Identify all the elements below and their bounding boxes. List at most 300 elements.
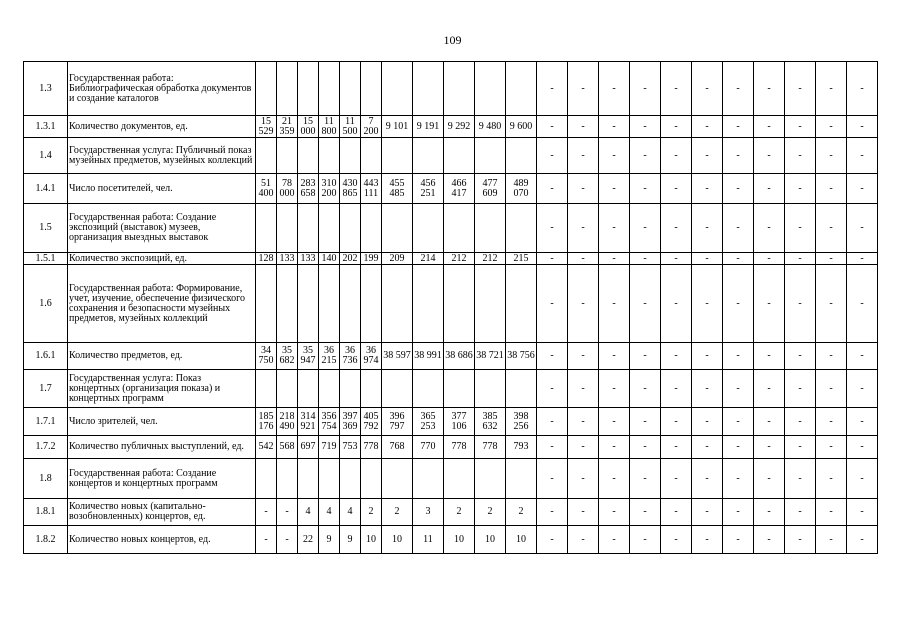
value-cell: [413, 138, 444, 174]
row-name: Государственная услуга: Показ концертных (организация показа) и концертных программ: [68, 370, 256, 408]
dash-cell: -: [630, 343, 661, 370]
value-cell: [277, 138, 298, 174]
dash-cell: -: [630, 253, 661, 265]
dash-cell: -: [661, 408, 692, 436]
value-cell: [413, 459, 444, 499]
value-cell: 396 797: [382, 408, 413, 436]
dash-cell: -: [537, 436, 568, 459]
dash-cell: -: [537, 459, 568, 499]
table-row: [24, 138, 878, 174]
dash-cell: -: [630, 499, 661, 526]
value-cell: [319, 459, 340, 499]
table-row: [24, 174, 878, 204]
dash-cell: -: [785, 116, 816, 138]
value-cell: 21 359: [277, 116, 298, 138]
dash-cell: -: [568, 174, 599, 204]
value-cell: [361, 138, 382, 174]
value-cell: 11 500: [340, 116, 361, 138]
value-cell: 365 253: [413, 408, 444, 436]
dash-cell: -: [816, 499, 847, 526]
value-cell: [444, 459, 475, 499]
dash-cell: -: [754, 343, 785, 370]
row-name: Количество предметов, ед.: [68, 343, 256, 370]
value-cell: 697: [298, 436, 319, 459]
dash-cell: -: [599, 174, 630, 204]
table-row: [24, 436, 878, 459]
value-cell: [382, 459, 413, 499]
value-cell: 9 292: [444, 116, 475, 138]
value-cell: 477 609: [475, 174, 506, 204]
value-cell: [413, 204, 444, 253]
dash-cell: -: [661, 265, 692, 343]
row-code: 1.3.1: [24, 116, 68, 138]
dash-cell: -: [661, 499, 692, 526]
dash-cell: -: [754, 526, 785, 554]
value-cell: 214: [413, 253, 444, 265]
dash-cell: -: [816, 116, 847, 138]
dash-cell: -: [537, 408, 568, 436]
dash-cell: -: [723, 370, 754, 408]
value-cell: [298, 459, 319, 499]
row-name: Государственная работа: Формирование, учет, изучение, обеспечение физического сохранения и безопасности музейных предметов, музейных коллекций: [68, 265, 256, 343]
table-row: [24, 499, 878, 526]
dash-cell: -: [568, 62, 599, 116]
value-cell: 38 721: [475, 343, 506, 370]
dash-cell: -: [599, 138, 630, 174]
dash-cell: -: [568, 138, 599, 174]
value-cell: [256, 459, 277, 499]
value-cell: 793: [506, 436, 537, 459]
value-cell: [319, 265, 340, 343]
value-cell: 385 632: [475, 408, 506, 436]
dash-cell: -: [785, 343, 816, 370]
value-cell: 9 101: [382, 116, 413, 138]
row-name: Количество новых концертов, ед.: [68, 526, 256, 554]
dash-cell: -: [723, 343, 754, 370]
row-code: 1.7.2: [24, 436, 68, 459]
value-cell: [413, 370, 444, 408]
value-cell: 398 256: [506, 408, 537, 436]
value-cell: [361, 265, 382, 343]
value-cell: 10: [382, 526, 413, 554]
page-number: 109: [443, 33, 462, 47]
dash-cell: -: [568, 526, 599, 554]
dash-cell: -: [754, 499, 785, 526]
value-cell: [444, 138, 475, 174]
value-cell: 212: [475, 253, 506, 265]
value-cell: 455 485: [382, 174, 413, 204]
dash-cell: -: [630, 459, 661, 499]
value-cell: 356 754: [319, 408, 340, 436]
dash-cell: -: [723, 253, 754, 265]
value-cell: [506, 265, 537, 343]
table-row: [24, 526, 878, 554]
row-code: 1.8.1: [24, 499, 68, 526]
value-cell: [256, 265, 277, 343]
dash-cell: -: [754, 370, 785, 408]
row-code: 1.4: [24, 138, 68, 174]
value-cell: [340, 62, 361, 116]
dash-cell: -: [692, 526, 723, 554]
dash-cell: -: [630, 265, 661, 343]
value-cell: 218 490: [277, 408, 298, 436]
dash-cell: -: [537, 370, 568, 408]
dash-cell: -: [599, 499, 630, 526]
dash-cell: -: [847, 499, 878, 526]
dash-cell: -: [847, 436, 878, 459]
dash-cell: -: [816, 174, 847, 204]
value-cell: 212: [444, 253, 475, 265]
dash-cell: -: [661, 116, 692, 138]
dash-cell: -: [599, 253, 630, 265]
dash-cell: -: [661, 343, 692, 370]
dash-cell: -: [692, 138, 723, 174]
dash-cell: -: [785, 62, 816, 116]
value-cell: [340, 204, 361, 253]
value-cell: 9 480: [475, 116, 506, 138]
table-row: [24, 204, 878, 253]
table-row: [24, 265, 878, 343]
value-cell: [277, 62, 298, 116]
dash-cell: -: [599, 265, 630, 343]
dash-cell: -: [599, 62, 630, 116]
dash-cell: -: [785, 174, 816, 204]
value-cell: 489 070: [506, 174, 537, 204]
value-cell: [506, 204, 537, 253]
dash-cell: -: [816, 62, 847, 116]
dash-cell: -: [661, 370, 692, 408]
value-cell: 22: [298, 526, 319, 554]
dash-cell: -: [754, 253, 785, 265]
value-cell: [256, 370, 277, 408]
value-cell: 2: [506, 499, 537, 526]
value-cell: [340, 370, 361, 408]
dash-cell: -: [847, 204, 878, 253]
dash-cell: -: [630, 408, 661, 436]
value-cell: 456 251: [413, 174, 444, 204]
value-cell: 10: [475, 526, 506, 554]
dash-cell: -: [661, 204, 692, 253]
table-row: [24, 253, 878, 265]
value-cell: [475, 370, 506, 408]
value-cell: 51 400: [256, 174, 277, 204]
value-cell: [475, 265, 506, 343]
value-cell: 34 750: [256, 343, 277, 370]
dash-cell: -: [816, 265, 847, 343]
dash-cell: -: [816, 459, 847, 499]
value-cell: [444, 62, 475, 116]
value-cell: 215: [506, 253, 537, 265]
value-cell: [361, 204, 382, 253]
value-cell: [382, 138, 413, 174]
value-cell: 405 792: [361, 408, 382, 436]
row-code: 1.4.1: [24, 174, 68, 204]
dash-cell: -: [692, 265, 723, 343]
dash-cell: -: [692, 436, 723, 459]
value-cell: 768: [382, 436, 413, 459]
dash-cell: -: [785, 138, 816, 174]
value-cell: [475, 459, 506, 499]
value-cell: 15 529: [256, 116, 277, 138]
value-cell: 770: [413, 436, 444, 459]
dash-cell: -: [568, 499, 599, 526]
dash-cell: -: [599, 436, 630, 459]
table-row: [24, 370, 878, 408]
row-name: Количество документов, ед.: [68, 116, 256, 138]
value-cell: 78 000: [277, 174, 298, 204]
row-name: Государственная работа: Создание экспозиций (выставок) музеев, организация выездных выставок: [68, 204, 256, 253]
value-cell: 38 991: [413, 343, 444, 370]
dash-cell: -: [692, 62, 723, 116]
value-cell: 9 600: [506, 116, 537, 138]
value-cell: [413, 62, 444, 116]
dash-cell: -: [537, 253, 568, 265]
value-cell: 128: [256, 253, 277, 265]
dash-cell: -: [847, 370, 878, 408]
value-cell: -: [256, 499, 277, 526]
row-code: 1.8.2: [24, 526, 68, 554]
dash-cell: -: [630, 138, 661, 174]
value-cell: 778: [361, 436, 382, 459]
value-cell: 11 800: [319, 116, 340, 138]
dash-cell: -: [816, 253, 847, 265]
value-cell: 778: [444, 436, 475, 459]
value-cell: 10: [506, 526, 537, 554]
dash-cell: -: [692, 343, 723, 370]
value-cell: 542: [256, 436, 277, 459]
dash-cell: -: [723, 436, 754, 459]
dash-cell: -: [785, 265, 816, 343]
dash-cell: -: [847, 138, 878, 174]
dash-cell: -: [630, 370, 661, 408]
value-cell: [277, 459, 298, 499]
value-cell: 209: [382, 253, 413, 265]
value-cell: [382, 62, 413, 116]
value-cell: 377 106: [444, 408, 475, 436]
dash-cell: -: [568, 265, 599, 343]
value-cell: 140: [319, 253, 340, 265]
row-code: 1.5: [24, 204, 68, 253]
value-cell: [506, 138, 537, 174]
dash-cell: -: [661, 174, 692, 204]
dash-cell: -: [847, 343, 878, 370]
dash-cell: -: [568, 204, 599, 253]
value-cell: 2: [444, 499, 475, 526]
table-row: [24, 343, 878, 370]
value-cell: 10: [361, 526, 382, 554]
value-cell: [340, 459, 361, 499]
dash-cell: -: [754, 408, 785, 436]
row-name: Число зрителей, чел.: [68, 408, 256, 436]
dash-cell: -: [723, 459, 754, 499]
value-cell: [277, 204, 298, 253]
value-cell: 568: [277, 436, 298, 459]
indicators-table: [23, 61, 878, 554]
value-cell: [298, 204, 319, 253]
value-cell: [319, 370, 340, 408]
dash-cell: -: [723, 499, 754, 526]
dash-cell: -: [816, 370, 847, 408]
dash-cell: -: [537, 265, 568, 343]
dash-cell: -: [537, 138, 568, 174]
value-cell: 15 000: [298, 116, 319, 138]
dash-cell: -: [568, 253, 599, 265]
row-code: 1.5.1: [24, 253, 68, 265]
dash-cell: -: [599, 370, 630, 408]
dash-cell: -: [723, 138, 754, 174]
row-name: Государственная работа: Создание концертов и концертных программ: [68, 459, 256, 499]
dash-cell: -: [599, 204, 630, 253]
dash-cell: -: [568, 459, 599, 499]
value-cell: [444, 204, 475, 253]
value-cell: -: [277, 499, 298, 526]
dash-cell: -: [847, 62, 878, 116]
dash-cell: -: [630, 436, 661, 459]
dash-cell: -: [537, 343, 568, 370]
dash-cell: -: [599, 459, 630, 499]
value-cell: 10: [444, 526, 475, 554]
value-cell: 753: [340, 436, 361, 459]
dash-cell: -: [754, 116, 785, 138]
value-cell: 36 215: [319, 343, 340, 370]
value-cell: 9: [319, 526, 340, 554]
dash-cell: -: [537, 116, 568, 138]
dash-cell: -: [785, 526, 816, 554]
dash-cell: -: [692, 370, 723, 408]
value-cell: [319, 138, 340, 174]
value-cell: [277, 370, 298, 408]
value-cell: [256, 204, 277, 253]
dash-cell: -: [816, 343, 847, 370]
table-row: [24, 459, 878, 499]
value-cell: 9 191: [413, 116, 444, 138]
dash-cell: -: [754, 436, 785, 459]
value-cell: 3: [413, 499, 444, 526]
dash-cell: -: [754, 204, 785, 253]
dash-cell: -: [661, 138, 692, 174]
dash-cell: -: [723, 265, 754, 343]
value-cell: 11: [413, 526, 444, 554]
dash-cell: -: [661, 62, 692, 116]
dash-cell: -: [754, 459, 785, 499]
dash-cell: -: [661, 526, 692, 554]
value-cell: [298, 265, 319, 343]
value-cell: [319, 204, 340, 253]
dash-cell: -: [723, 62, 754, 116]
value-cell: 199: [361, 253, 382, 265]
dash-cell: -: [816, 436, 847, 459]
value-cell: 466 417: [444, 174, 475, 204]
dash-cell: -: [537, 526, 568, 554]
value-cell: [361, 62, 382, 116]
dash-cell: -: [816, 526, 847, 554]
value-cell: 36 974: [361, 343, 382, 370]
dash-cell: -: [785, 436, 816, 459]
table-row: [24, 62, 878, 116]
dash-cell: -: [723, 204, 754, 253]
value-cell: 2: [382, 499, 413, 526]
dash-cell: -: [537, 499, 568, 526]
dash-cell: -: [661, 459, 692, 499]
dash-cell: -: [754, 138, 785, 174]
row-code: 1.7.1: [24, 408, 68, 436]
dash-cell: -: [816, 408, 847, 436]
value-cell: [319, 62, 340, 116]
dash-cell: -: [692, 116, 723, 138]
row-code: 1.6.1: [24, 343, 68, 370]
value-cell: [506, 370, 537, 408]
value-cell: -: [277, 526, 298, 554]
value-cell: 133: [277, 253, 298, 265]
dash-cell: -: [568, 343, 599, 370]
dash-cell: -: [847, 265, 878, 343]
row-code: 1.8: [24, 459, 68, 499]
value-cell: 4: [298, 499, 319, 526]
dash-cell: -: [568, 408, 599, 436]
dash-cell: -: [599, 116, 630, 138]
value-cell: [256, 138, 277, 174]
dash-cell: -: [847, 526, 878, 554]
value-cell: 7 200: [361, 116, 382, 138]
dash-cell: -: [723, 116, 754, 138]
value-cell: 9: [340, 526, 361, 554]
value-cell: 397 369: [340, 408, 361, 436]
row-name: Государственная работа: Библиографическая обработка документов и создание каталогов: [68, 62, 256, 116]
dash-cell: -: [723, 408, 754, 436]
dash-cell: -: [537, 204, 568, 253]
value-cell: 719: [319, 436, 340, 459]
row-name: Количество экспозиций, ед.: [68, 253, 256, 265]
value-cell: [382, 370, 413, 408]
dash-cell: -: [537, 62, 568, 116]
value-cell: [444, 265, 475, 343]
value-cell: 283 658: [298, 174, 319, 204]
dash-cell: -: [754, 62, 785, 116]
dash-cell: -: [816, 204, 847, 253]
value-cell: 4: [319, 499, 340, 526]
dash-cell: -: [785, 253, 816, 265]
dash-cell: -: [754, 265, 785, 343]
dash-cell: -: [723, 526, 754, 554]
row-code: 1.3: [24, 62, 68, 116]
row-code: 1.6: [24, 265, 68, 343]
dash-cell: -: [816, 138, 847, 174]
row-code: 1.7: [24, 370, 68, 408]
value-cell: 778: [475, 436, 506, 459]
dash-cell: -: [661, 253, 692, 265]
row-name: Количество новых (капитально-возобновленных) концертов, ед.: [68, 499, 256, 526]
dash-cell: -: [630, 204, 661, 253]
dash-cell: -: [847, 253, 878, 265]
value-cell: [298, 138, 319, 174]
value-cell: [506, 62, 537, 116]
value-cell: 38 756: [506, 343, 537, 370]
dash-cell: -: [692, 253, 723, 265]
dash-cell: -: [630, 174, 661, 204]
value-cell: -: [256, 526, 277, 554]
dash-cell: -: [754, 174, 785, 204]
row-name: Число посетителей, чел.: [68, 174, 256, 204]
dash-cell: -: [785, 408, 816, 436]
value-cell: [277, 265, 298, 343]
value-cell: 133: [298, 253, 319, 265]
value-cell: 185 176: [256, 408, 277, 436]
value-cell: 202: [340, 253, 361, 265]
value-cell: [475, 62, 506, 116]
row-name: Государственная услуга: Публичный показ музейных предметов, музейных коллекций: [68, 138, 256, 174]
value-cell: 430 865: [340, 174, 361, 204]
value-cell: 36 736: [340, 343, 361, 370]
